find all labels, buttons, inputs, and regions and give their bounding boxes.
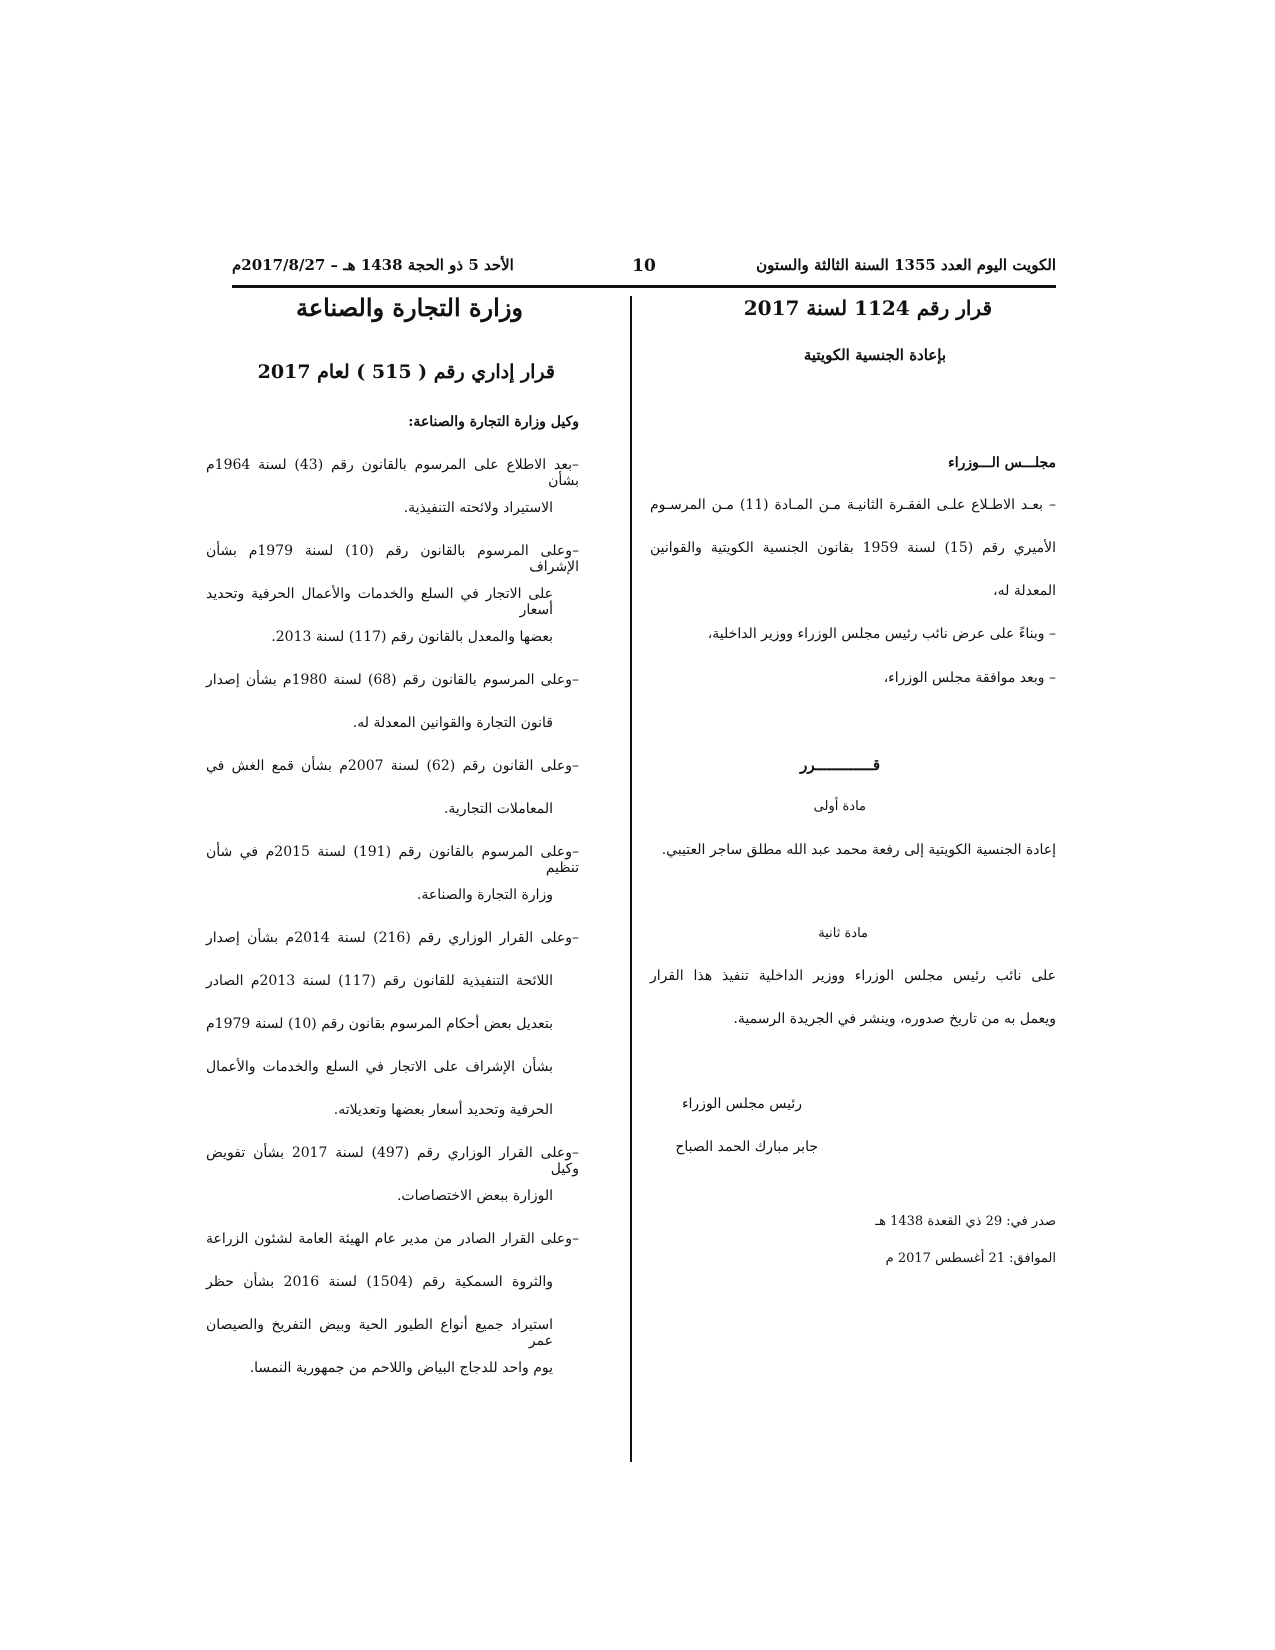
recital-line: استيراد جميع أنواع الطيور الحية وبيض التفريخ والصيصان عمر (206, 1317, 553, 1349)
header-date: الأحد 5 ذو الحجة 1438 هـ – 2017/8/27م (232, 256, 514, 274)
recital-line: يوم واحد للدجاج البياض واللاحم من جمهورية النمسا. (249, 1360, 553, 1376)
recital-line: –وعلى القرار الوزاري رقم (216) لسنة 2014م بشأن إصدار (206, 930, 579, 946)
recital-line: المعاملات التجارية. (443, 801, 553, 817)
article-1-text: إعادة الجنسية الكويتية إلى رفعة محمد عبد الله مطلق ساجر العتيبي. (661, 842, 1056, 858)
recital-line: الحرفية وتحديد أسعار بعضها وتعديلاته. (333, 1102, 553, 1118)
recital-line: بتعديل بعض أحكام المرسوم بقانون رقم (10) لسنة 1979م (206, 1016, 553, 1032)
article-2-title: مادة ثانية (818, 926, 868, 941)
header-rule (232, 285, 1056, 288)
recital-line: الوزارة ببعض الاختصاصات. (396, 1188, 553, 1204)
article-2-line: ويعمل به من تاريخ صدوره، وينشر في الجريدة الرسمية. (733, 1011, 1056, 1027)
recital-line: الاستيراد ولائحته التنفيذية. (403, 500, 553, 516)
preamble-line: الأميري رقم (15) لسنة 1959 بقانون الجنسية الكويتية والقوانين (650, 540, 1056, 556)
decree-title: قرار رقم 1124 لسنة 2017 (743, 296, 992, 320)
recital-line: بشأن الإشراف على الاتجار في السلع والخدمات والأعمال (206, 1059, 553, 1075)
preamble-line: المعدلة له، (993, 583, 1056, 599)
recital-line: –بعد الاطلاع على المرسوم بالقانون رقم (43) لسنة 1964م بشأن (206, 457, 579, 489)
article-2-line: على نائب رئيس مجلس الوزراء ووزير الداخلية تنفيذ هذا القرار (650, 968, 1056, 984)
recital-line: –وعلى المرسوم بالقانون رقم (191) لسنة 2015م في شأن تنظيم (206, 844, 579, 876)
recital-line: –وعلى المرسوم بالقانون رقم (68) لسنة 1980م بشأن إصدار (206, 672, 579, 688)
corresponding-date: الموافق: 21 أغسطس 2017 م (885, 1251, 1056, 1266)
page-header (232, 256, 1056, 278)
decree-word: قـــــــــــــرر (800, 756, 880, 774)
recital-line: على الاتجار في السلع والخدمات والأعمال الحرفية وتحديد أسعار (206, 586, 553, 618)
recital-line: –وعلى القرار الوزاري رقم (497) لسنة 2017 بشأن تفويض وكيل (206, 1145, 579, 1177)
recital-line: وزارة التجارة والصناعة. (416, 887, 553, 903)
recital-line: –وعلى القرار الصادر من مدير عام الهيئة العامة لشئون الزراعة (206, 1231, 579, 1247)
decree-subtitle: بإعادة الجنسية الكويتية (803, 346, 946, 364)
recital-line: اللائحة التنفيذية للقانون رقم (117) لسنة 2013م الصادر (206, 973, 553, 989)
signer-title: رئيس مجلس الوزراء (681, 1096, 802, 1112)
recital-line: والثروة السمكية رقم (1504) لسنة 2016 بشأن حظر (206, 1274, 553, 1290)
column-divider (630, 296, 632, 1462)
signer-name: جابر مبارك الحمد الصباح (675, 1139, 818, 1155)
admin-decision-title: قرار إداري رقم ( 515 ) لعام 2017 (257, 361, 555, 383)
issue-date: صدر في: 29 ذي القعدة 1438 هـ (875, 1214, 1056, 1229)
preamble-line: – وبناءً على عرض نائب رئيس مجلس الوزراء ووزير الداخلية، (707, 626, 1056, 642)
page-number: 10 (632, 256, 656, 276)
recital-line: –وعلى المرسوم بالقانون رقم (10) لسنة 1979م بشأن الإشراف (206, 543, 579, 575)
council-heading: مجلـــس الـــوزراء (948, 455, 1056, 471)
preamble-line: – بعـد الاطـلاع علـى الفقـرة الثانيـة مـن المـادة (11) مـن المرسـوم (650, 497, 1057, 513)
ministry-name: وزارة التجارة والصناعة (295, 293, 523, 322)
recital-line: –وعلى القانون رقم (62) لسنة 2007م بشأن قمع الغش في (206, 758, 579, 774)
header-issue-info: الكويت اليوم العدد 1355 السنة الثالثة والستون (756, 256, 1056, 274)
preamble-line: – وبعد موافقة مجلس الوزراء، (883, 670, 1056, 686)
article-1-title: مادة أولى (813, 799, 866, 814)
recital-line: قانون التجارة والقوانين المعدلة له. (352, 715, 553, 731)
recital-line: بعضها والمعدل بالقانون رقم (117) لسنة 2013. (271, 629, 553, 645)
undersecretary-heading: وكيل وزارة التجارة والصناعة: (408, 414, 579, 430)
